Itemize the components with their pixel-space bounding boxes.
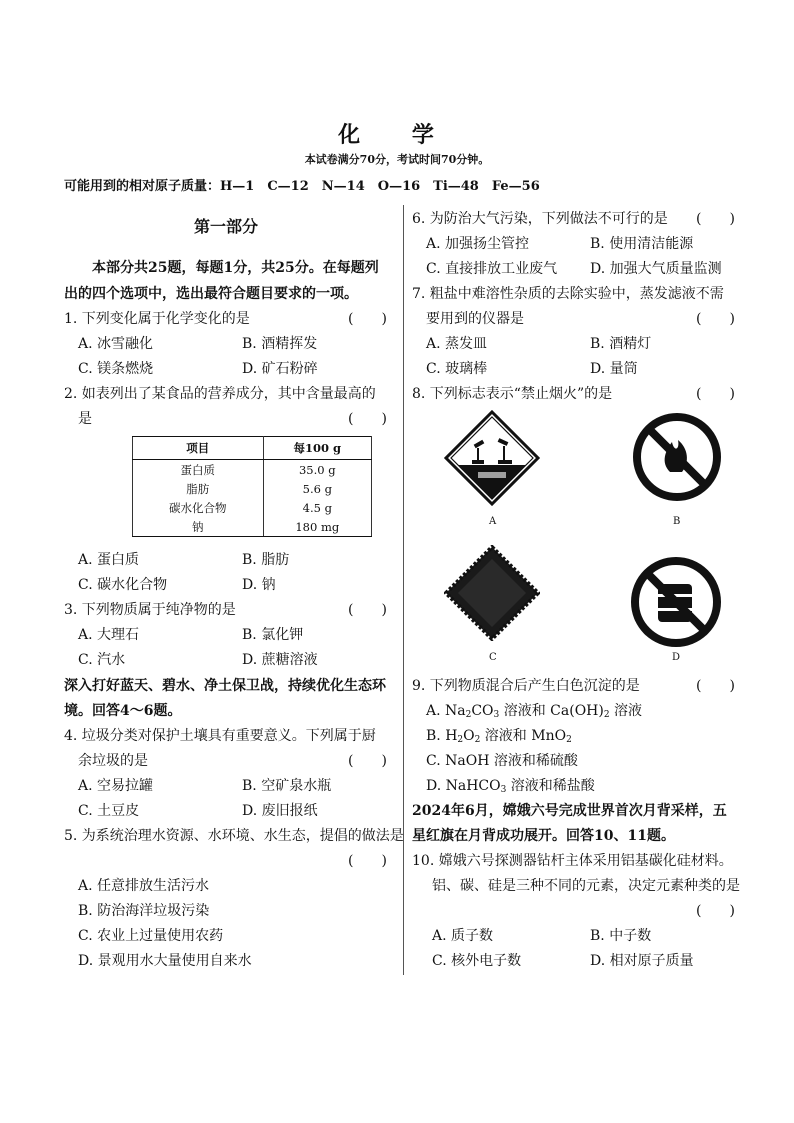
q2-option-a: A. 蛋白质: [78, 552, 140, 568]
sign-label: D: [672, 652, 681, 663]
q10-option-c: C. 核外电子数: [432, 953, 522, 969]
q3-option-c: C. 汽水: [78, 652, 126, 668]
q9-option-c: C. NaOH 溶液和稀硫酸: [426, 753, 578, 769]
subscript: 2: [603, 710, 610, 720]
q1-option-a: A. 冰雪融化: [78, 336, 154, 352]
q6-stem: 6. 为防治大气污染，下列做法不可行的是: [412, 211, 668, 227]
subscript: 2: [566, 735, 572, 745]
formula-text: D. NaHCO: [426, 778, 501, 794]
q1-option-c: C. 镁条燃烧: [78, 361, 154, 377]
q5-option-c: C. 农业上过量使用农药: [78, 928, 224, 944]
q3-option-d: D. 蔗糖溶液: [242, 652, 318, 668]
context-text: 境。回答4～6题。: [64, 703, 182, 719]
q2-option-d: D. 钠: [242, 577, 276, 593]
part-intro: 出的四个选项中，选出最符合题目要求的一项。: [64, 286, 358, 302]
table-cell: 蛋白质: [133, 460, 264, 480]
q7-option-d: D. 量筒: [590, 361, 638, 377]
q9-stem: 9. 下列物质混合后产生白色沉淀的是: [412, 678, 640, 694]
q4-option-c: C. 土豆皮: [78, 803, 140, 819]
q10-option-d: D. 相对原子质量: [590, 953, 694, 969]
q7-option-a: A. 蒸发皿: [426, 336, 488, 352]
table-cell: 钠: [133, 517, 264, 537]
q1-option-b: B. 酒精挥发: [242, 336, 318, 352]
formula-text: O: [463, 728, 475, 744]
q9-option-a: [426, 702, 642, 720]
atomic-masses: 可能用到的相对原子质量：H—1 C—12 N—14 O—16 Ti—48 Fe—56: [64, 179, 540, 194]
subscript: 3: [500, 785, 507, 795]
table-row: [133, 479, 372, 498]
context-text: 2024年6月，嫦娥六号完成世界首次月背采样，五: [412, 803, 727, 819]
q5-stem: 5. 为系统治理水资源、水环境、水生态，提倡的做法是: [64, 828, 404, 844]
formula-text: 溶液和 MnO: [480, 728, 567, 744]
part-intro: 本部分共25题，每题1分，共25分。在每题列: [92, 260, 379, 276]
q2-stem: 2. 如表列出了某食品的营养成分，其中含量最高的: [64, 386, 376, 402]
answer-paren: ( ): [696, 211, 735, 227]
formula-text: A. Na: [426, 703, 466, 719]
subscript: 2: [465, 710, 472, 720]
q3-stem: 3. 下列物质属于纯净物的是: [64, 602, 236, 618]
table-header: 项目: [133, 437, 264, 460]
formula-text: 溶液: [609, 703, 643, 719]
q3-option-a: A. 大理石: [78, 627, 140, 643]
q4-option-d: D. 废旧报纸: [242, 803, 318, 819]
context-text: 深入打好蓝天、碧水、净土保卫战，持续优化生态环: [64, 678, 386, 694]
corrosive-sign-icon: [444, 410, 540, 506]
table-cell: 5.6 g: [263, 479, 371, 498]
table-cell: 35.0 g: [263, 460, 371, 480]
answer-paren: ( ): [696, 311, 735, 327]
subscript: 2: [474, 735, 481, 745]
answer-paren: ( ): [348, 853, 387, 869]
q5-option-d: D. 景观用水大量使用自来水: [78, 953, 252, 969]
table-cell: 碳水化合物: [133, 498, 264, 517]
q10-option-b: B. 中子数: [590, 928, 652, 944]
nutrition-table: [132, 436, 372, 537]
answer-paren: ( ): [348, 753, 387, 769]
no-fire-sign-icon: [632, 412, 722, 502]
answer-paren: ( ): [348, 602, 387, 618]
table-row: [133, 498, 372, 517]
formula-text: 溶液和 Ca(OH): [499, 703, 604, 719]
q6-option-b: B. 使用清洁能源: [590, 236, 694, 252]
q8-stem: 8. 下列标志表示“禁止烟火”的是: [412, 386, 613, 402]
part-heading: 第一部分: [194, 217, 259, 236]
table-cell: 4.5 g: [263, 498, 371, 517]
q2-option-b: B. 脂肪: [242, 552, 290, 568]
q2-stem: 是: [78, 411, 92, 427]
q6-option-d: D. 加强大气质量监测: [590, 261, 722, 277]
context-text: 星红旗在月背成功展开。回答10、11题。: [412, 828, 675, 844]
q4-stem: 4. 垃圾分类对保护土壤具有重要意义。下列属于厨: [64, 728, 376, 744]
answer-paren: ( ): [348, 311, 387, 327]
subscript: 3: [493, 710, 500, 720]
sign-label: B: [673, 516, 681, 527]
formula-text: 溶液和稀盐酸: [506, 778, 595, 794]
q1-stem: 1. 下列变化属于化学变化的是: [64, 311, 250, 327]
diamond-sign-icon: [444, 545, 540, 641]
answer-paren: ( ): [348, 411, 387, 427]
table-row: [133, 517, 372, 537]
q10-stem: 铝、碳、硅是三种不同的元素，决定元素种类的是: [432, 878, 740, 894]
q7-stem: 要用到的仪器是: [426, 311, 524, 327]
formula-text: B. H: [426, 728, 458, 744]
subscript: 2: [457, 735, 464, 745]
q1-option-d: D. 矿石粉碎: [242, 361, 318, 377]
q4-stem: 余垃圾的是: [78, 753, 148, 769]
q9-option-d: [426, 777, 595, 795]
column-divider: [403, 205, 404, 975]
answer-paren: ( ): [696, 903, 735, 919]
q7-option-c: C. 玻璃棒: [426, 361, 488, 377]
table-header: 每100 g: [263, 437, 371, 460]
q6-option-a: A. 加强扬尘管控: [426, 236, 530, 252]
q4-option-b: B. 空矿泉水瓶: [242, 778, 332, 794]
q5-option-a: A. 任意排放生活污水: [78, 878, 210, 894]
q10-stem: 10. 嫦娥六号探测器钻杆主体采用铝基碳化硅材料。: [412, 853, 733, 869]
q7-stem: 7. 粗盐中难溶性杂质的去除实验中，蒸发滤液不需: [412, 286, 724, 302]
table-cell: 180 mg: [263, 517, 371, 537]
exam-info: 本试卷满分70分，考试时间70分钟。: [304, 153, 490, 166]
sign-label: A: [489, 516, 497, 527]
q7-option-b: B. 酒精灯: [590, 336, 652, 352]
table-cell: 脂肪: [133, 479, 264, 498]
formula-text: CO: [471, 703, 494, 719]
page-title: 化 学: [338, 122, 456, 148]
q4-option-a: A. 空易拉罐: [78, 778, 154, 794]
q9-option-b: [426, 727, 572, 745]
q5-option-b: B. 防治海洋垃圾污染: [78, 903, 210, 919]
answer-paren: ( ): [696, 386, 735, 402]
q6-option-c: C. 直接排放工业废气: [426, 261, 558, 277]
q10-option-a: A. 质子数: [432, 928, 494, 944]
no-barrel-sign-icon: [630, 556, 722, 648]
q2-option-c: C. 碳水化合物: [78, 577, 168, 593]
sign-label: C: [489, 652, 497, 663]
answer-paren: ( ): [696, 678, 735, 694]
table-row: [133, 460, 372, 480]
q3-option-b: B. 氯化钾: [242, 627, 304, 643]
